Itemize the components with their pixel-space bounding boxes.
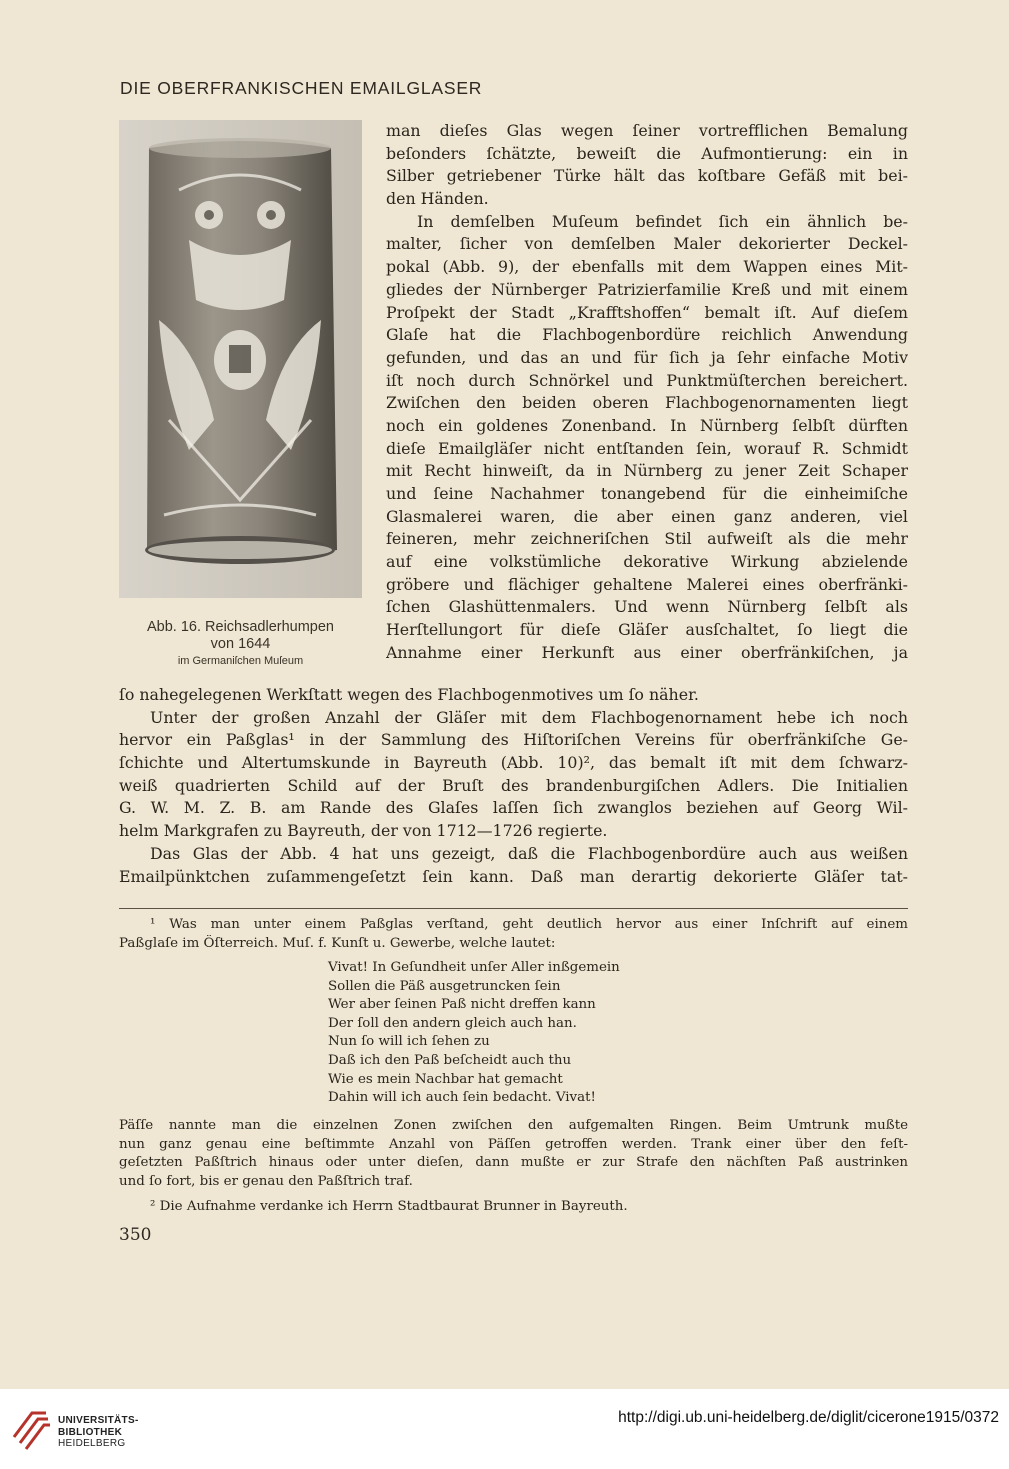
- text-line: Glaſe hat die Flachbogenbordüre reichlich Anwendung: [386, 325, 908, 345]
- logo-line: UNIVERSITÄTS-: [58, 1415, 139, 1426]
- text-line: ſchen Glashüttenmalers. Und wenn Nürnberg ſelbſt als: [386, 597, 908, 617]
- logo-line: HEIDELBERG: [58, 1438, 126, 1449]
- text-line: Silber getriebener Türke hält das koſtbare Gefäß mit bei-: [386, 166, 908, 186]
- text-line: mit Recht hinweiſt, da in Nürnberg zu jener Zeit Schaper: [386, 461, 908, 481]
- text-line: gliedes der Nürnberger Patrizierfamilie Kreß und mit einem: [386, 279, 908, 299]
- footnote-line: nun ganz genau eine beſtimmte Anzahl von Päſſen getroffen werden. Trank einer über den feſt-: [119, 1136, 908, 1152]
- footnote-1-continued: [119, 1117, 908, 1191]
- text-line: Emailpünktchen zuſammengeſetzt ſein kann. Daß man derartig dekorierte Gläſer tat-: [119, 866, 908, 886]
- footnote-line: Päſſe nannte man die einzelnen Zonen zwiſchen den aufgemalten Ringen. Beim Umtrunk mußte: [119, 1118, 908, 1133]
- poem-line: Nun ſo will ich ſehen zu: [328, 1034, 490, 1050]
- footnote-1: [119, 916, 908, 953]
- humpen-glass-illustration: [119, 120, 362, 598]
- poem-line: Wer aber ſeinen Paß nicht dreffen kann: [328, 997, 596, 1013]
- footnote-2: [119, 1198, 908, 1217]
- full-width-paragraphs: [119, 684, 908, 888]
- footnote-line: ¹ Was man unter einem Paßglas verſtand, geht deutlich hervor aus einer Inſchrift auf einem: [150, 917, 908, 932]
- source-url-link[interactable]: http://digi.ub.uni-heidelberg.de/diglit/cicerone1915/0372: [618, 1409, 999, 1426]
- footnote-line: Paßglaſe im Öſterreich. Muſ. f. Kunſt u. Gewerbe, welche lautet:: [119, 935, 556, 951]
- caption-line: Abb. 16. Reichsadlerhumpen: [146, 619, 334, 635]
- text-line: G. W. M. Z. B. am Rande des Glaſes laſſen ſich zwanglos beziehen auf Georg Wil-: [119, 798, 908, 818]
- text-line: malter, ſicher von demſelben Maler dekorierter Deckel-: [386, 234, 908, 254]
- text-line: noch ein goldenes Zonenband. In Nürnberg ſelbſt dürften: [386, 415, 908, 435]
- text-line: Herſtellungort für dieſe Gläſer ausſchaltet, ſo liegt die: [386, 620, 908, 640]
- text-line: und ſeine Nachahmer tonangebend für die einheimiſche: [386, 484, 908, 503]
- footnote-line: geſetzten Paßſtrich hinaus oder unter dieſen, dann mußte er zur Strafe den nächſten Paß austrinken: [119, 1155, 908, 1171]
- poem-line: Vivat! In Geſundheit unſer Aller inßgemein: [328, 960, 620, 975]
- text-line: Glasmalerei waren, die aber einen ganz anderen, viel: [386, 506, 908, 526]
- column-paragraphs: [386, 120, 908, 665]
- footnote-divider: [119, 908, 908, 909]
- text-line: In demſelben Muſeum befindet ſich ein ähnlich be-: [417, 211, 908, 231]
- text-line: helm Markgrafen zu Bayreuth, der von 1712—1726 regierte.: [119, 821, 608, 841]
- text-line: man dieſes Glas wegen ſeiner vortrefflichen Bemalung: [386, 121, 908, 140]
- text-line: weiß quadrierten Schild auf der Bruſt des brandenburgiſchen Adlers. Die Initialien: [119, 775, 908, 795]
- text-line: den Händen.: [386, 189, 489, 209]
- page-number: 350: [119, 1225, 152, 1245]
- library-logo-text: [58, 1415, 139, 1450]
- running-header: DIE OBERFRANKISCHEN EMAILGLASER: [120, 78, 483, 98]
- text-line: pokal (Abb. 9), der ebenfalls mit dem Wappen eines Mit-: [386, 257, 908, 277]
- figure-caption: [119, 618, 362, 669]
- text-line: gefunden, und das an und für ſich ja ſehr einfache Motiv: [386, 347, 908, 367]
- text-line: Das Glas der Abb. 4 hat uns gezeigt, daß die Flachbogenbordüre auch aus weißen: [150, 843, 908, 863]
- footnote-poem: [328, 959, 728, 1108]
- text-line: Proſpekt der Stadt „Krafftshoffen“ bemalt iſt. Auf dieſem: [386, 302, 908, 322]
- footnote-line: ² Die Aufnahme verdanke ich Herrn Stadtbaurat Brunner in Bayreuth.: [150, 1199, 628, 1214]
- text-line: Zwiſchen den beiden oberen Flachbogenornamenten liegt: [386, 393, 908, 413]
- poem-line: Daß ich den Paß beſcheidt auch thu: [328, 1052, 572, 1068]
- text-line: ſo nahegelegenen Werkſtatt wegen des Flachbogenmotives um ſo näher.: [119, 685, 699, 704]
- caption-line: von 1644: [210, 636, 271, 652]
- text-line: feineren, mehr zeichneriſchen Stil aufweiſt als die mehr: [386, 529, 908, 549]
- figure-photo-reichsadlerhumpen: [119, 120, 362, 598]
- poem-line: Der ſoll den andern gleich auch han.: [328, 1015, 577, 1031]
- text-line: Unter der großen Anzahl der Gläſer mit dem Flachbogenornament hebe ich noch: [150, 707, 908, 727]
- text-line: beſonders ſchätzte, beweiſt die Aufmontierung: ein in: [386, 143, 908, 163]
- library-logo-icon: [10, 1407, 52, 1453]
- library-footer: [0, 1389, 1009, 1469]
- text-line: gröbere und flächiger gehaltene Malerei eines oberfränki-: [386, 574, 908, 594]
- text-line: hervor ein Paßglas¹ in der Sammlung des Hiſtoriſchen Vereins für oberfränkiſche Ge-: [119, 730, 908, 750]
- footnote-line: und ſo fort, bis er genau den Paßſtrich traf.: [119, 1173, 413, 1189]
- poem-line: Wie es mein Nachbar hat gemacht: [328, 1071, 563, 1087]
- caption-line: im Germaniſchen Muſeum: [177, 655, 304, 667]
- text-line: ſchichte und Altertumskunde in Bayreuth (Abb. 10)², das bemalt iſt mit dem ſchwarz-: [119, 753, 908, 773]
- poem-line: Sollen die Päß ausgetruncken ſein: [328, 978, 561, 994]
- text-line: iſt noch durch Schnörkel und Punktmüſterchen bereichert.: [386, 370, 908, 390]
- text-line: dieſe Emailgläſer nicht entſtanden ſein, worauf R. Schmidt: [386, 438, 908, 458]
- poem-line: Dahin will ich auch ſein bedacht. Vivat!: [328, 1090, 596, 1106]
- text-line: auf eine volkstümliche dekorative Wirkung abzielende: [386, 552, 908, 572]
- logo-line: BIBLIOTHEK: [58, 1426, 123, 1438]
- text-line: Annahme einer Herkunft aus einer oberfränkiſchen, ja: [386, 642, 908, 662]
